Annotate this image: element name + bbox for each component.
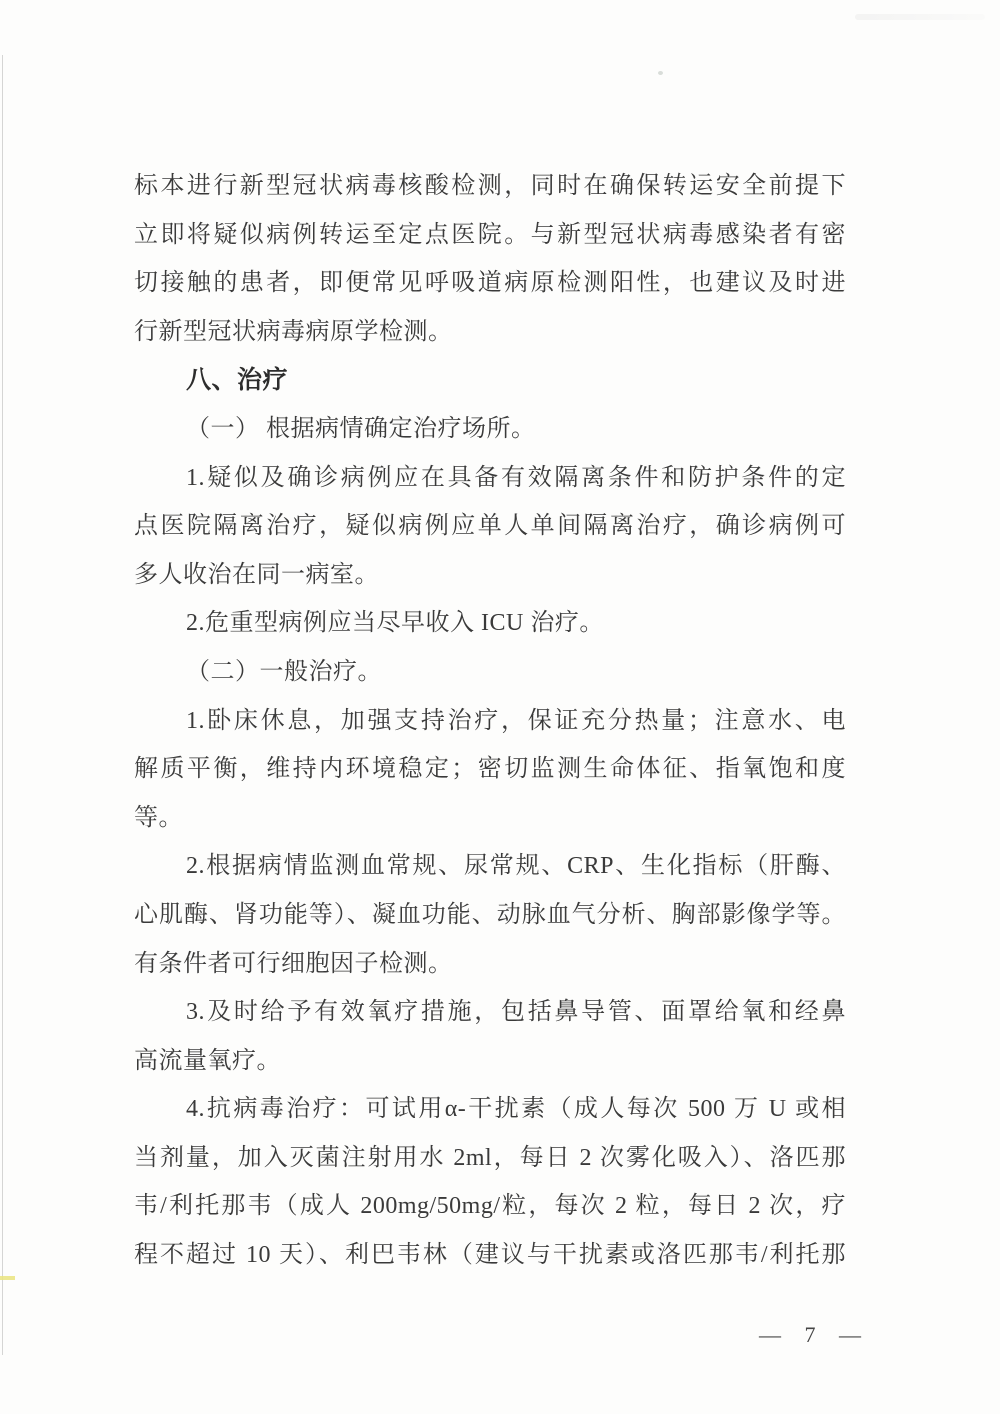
text-line: 多人收治在同一病室。: [134, 561, 379, 588]
text-line: （一） 根据病情确定治疗场所。: [186, 415, 536, 442]
scan-artifact-yellow-mark: [0, 1276, 15, 1280]
text-line: 韦/利托那韦（成人 200mg/50mg/粒，每次 2 粒，每日 2 次，疗: [134, 1193, 846, 1220]
text-line: 心肌酶、肾功能等）、凝血功能、动脉血气分析、胸部影像学等。: [134, 901, 846, 928]
text-line: 1.卧床休息，加强支持治疗，保证充分热量；注意水、电: [186, 707, 846, 734]
document-body: [134, 162, 846, 1280]
text-line: 高流量氧疗。: [134, 1047, 281, 1074]
text-line: 当剂量，加入灭菌注射用水 2ml，每日 2 次雾化吸入）、洛匹那: [134, 1144, 846, 1171]
text-line: 标本进行新型冠状病毒核酸检测，同时在确保转运安全前提下: [134, 173, 846, 199]
text-line: 2.根据病情监测血常规、尿常规、CRP、生化指标（肝酶、: [186, 853, 846, 880]
text-line: 行新型冠状病毒病原学检测。: [134, 318, 453, 345]
scan-artifact-top-smudge: [855, 14, 985, 20]
text-line: 1.疑似及确诊病例应在具备有效隔离条件和防护条件的定: [186, 464, 846, 491]
text-line: （二）一般治疗。: [186, 658, 382, 685]
scan-artifact-left-edge-line: [2, 55, 3, 1355]
text-line: 立即将疑似病例转运至定点医院。与新型冠状病毒感染者有密: [134, 221, 846, 248]
text-line: 3.及时给予有效氧疗措施，包括鼻导管、面罩给氧和经鼻: [186, 999, 846, 1026]
text-line: 程不超过 10 天）、利巴韦林（建议与干扰素或洛匹那韦/利托那: [134, 1242, 846, 1269]
text-line: 4.抗病毒治疗：可试用α-干扰素（成人每次 500 万 U 或相: [186, 1096, 846, 1123]
text-line: 点医院隔离治疗，疑似病例应单人单间隔离治疗，确诊病例可: [134, 513, 846, 540]
text-line: 切接触的患者，即便常见呼吸道病原检测阳性，也建议及时进: [134, 270, 846, 297]
text-line: 2.危重型病例应当尽早收入 ICU 治疗。: [186, 610, 604, 637]
section-heading: 八、治疗: [186, 366, 289, 395]
scan-artifact-dot: [658, 71, 663, 75]
page-number: — 7 —: [759, 1322, 862, 1347]
text-line: 有条件者可行细胞因子检测。: [134, 950, 453, 977]
text-line: 等。: [134, 804, 183, 831]
text-line: 解质平衡，维持内环境稳定；密切监测生命体征、指氧饱和度: [134, 756, 846, 783]
